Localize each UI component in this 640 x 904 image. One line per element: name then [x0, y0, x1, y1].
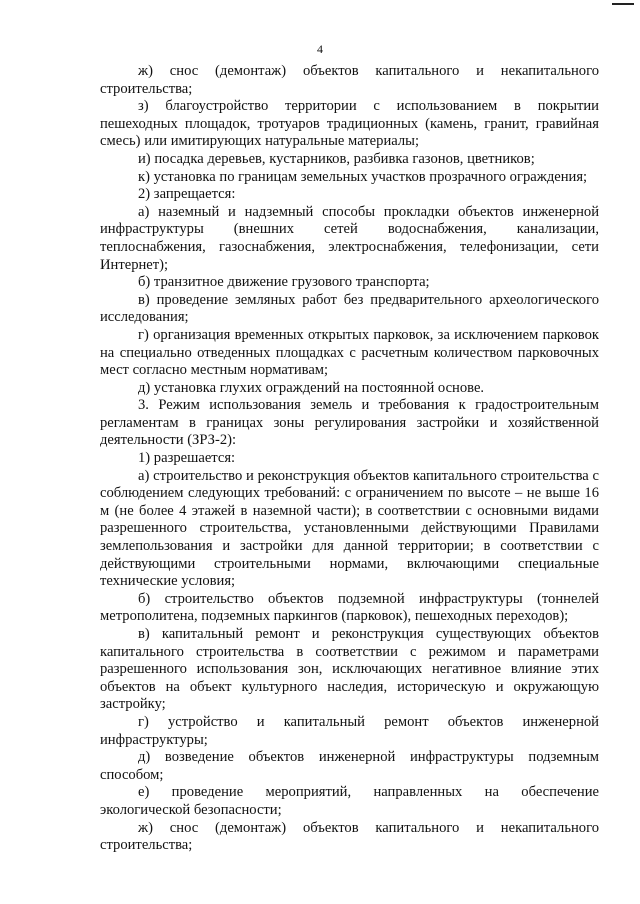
paragraph-k-fencing: к) установка по границам земельных участков прозрачного ограждения; — [138, 168, 588, 185]
paragraph-section-3: 3. Режим использования земель и требования к градостроительным регламентам в границах зоны регулирования застройки и хозяйственной деятельности (ЗРЗ-2): — [100, 397, 599, 449]
paragraph-allowed-heading: 1) разрешается: — [138, 450, 236, 467]
paragraph-d-underground-method: д) возведение объектов инженерной инфраструктуры подземным способом; — [100, 749, 599, 783]
paragraph-z-landscaping: з) благоустройство территории с использованием в покрытии пешеходных площадок, тротуаров традиционных (камень, гранит, гравийная смесь) или имитирующих натуральные материалы; — [100, 98, 599, 150]
paragraph-v-earthworks: в) проведение земляных работ без предварительного археологического исследования; — [100, 291, 599, 326]
paragraph-b-transit: б) транзитное движение грузового транспорта; — [138, 274, 430, 291]
paragraph-v-renovation: в) капитальный ремонт и реконструкция существующих объектов капитального строительства в соответствии с режимом и параметрами разрешенного использования зон, исключающих негативное влияние этих объектов на объект культурного наследия, историческую и окружающую застройку; — [100, 626, 599, 713]
paragraph-i-planting: и) посадка деревьев, кустарников, разбивка газонов, цветников; — [138, 150, 535, 167]
paragraph-d-solid-fences: д) установка глухих ограждений на постоянной основе. — [138, 379, 485, 396]
paragraph-zh-demolition-2: ж) снос (демонтаж) объектов капитального и некапитального строительства; — [100, 819, 599, 854]
page-number: 4 — [317, 42, 323, 56]
paragraph-zh-demolition: ж) снос (демонтаж) объектов капитального и некапитального строительства; — [100, 63, 599, 97]
paragraph-prohibited-heading: 2) запрещается: — [138, 186, 236, 203]
paragraph-g-parking: г) организация временных открытых парковок, за исключением парковок на специально отведенных площадках с расчетным количеством парковочных мест согласно местным нормативам; — [100, 326, 599, 379]
document-body — [100, 63, 599, 855]
corner-scan-mark — [612, 3, 634, 5]
paragraph-a-utilities: а) наземный и надземный способы прокладки объектов инженерной инфраструктуры (внешних сетей водоснабжения, канализации, теплоснабжения, газоснабжения, электроснабжения, телефонизации, сети Интернет); — [100, 203, 599, 273]
paragraph-e-ecology: е) проведение мероприятий, направленных на обеспечение экологической безопасности; — [100, 784, 599, 818]
paragraph-g-infrastructure: г) устройство и капитальный ремонт объектов инженерной инфраструктуры; — [100, 713, 599, 748]
paragraph-a-construction: а) строительство и реконструкция объектов капитального строительства с соблюдением следующих требований: с ограничением по высоте – не выше 16 м (не более 4 этажей в наземной части); в соответствии с основными видами разрешенного строительства, установленными действующими Правилами землепользования и застройки для данной территории; в соответствии с действующими строительными нормами, включающими специальные технические условия; — [100, 467, 599, 590]
paragraph-b-underground: б) строительство объектов подземной инфраструктуры (тоннелей метрополитена, подземных паркингов (парковок), пешеходных переходов); — [100, 590, 599, 625]
